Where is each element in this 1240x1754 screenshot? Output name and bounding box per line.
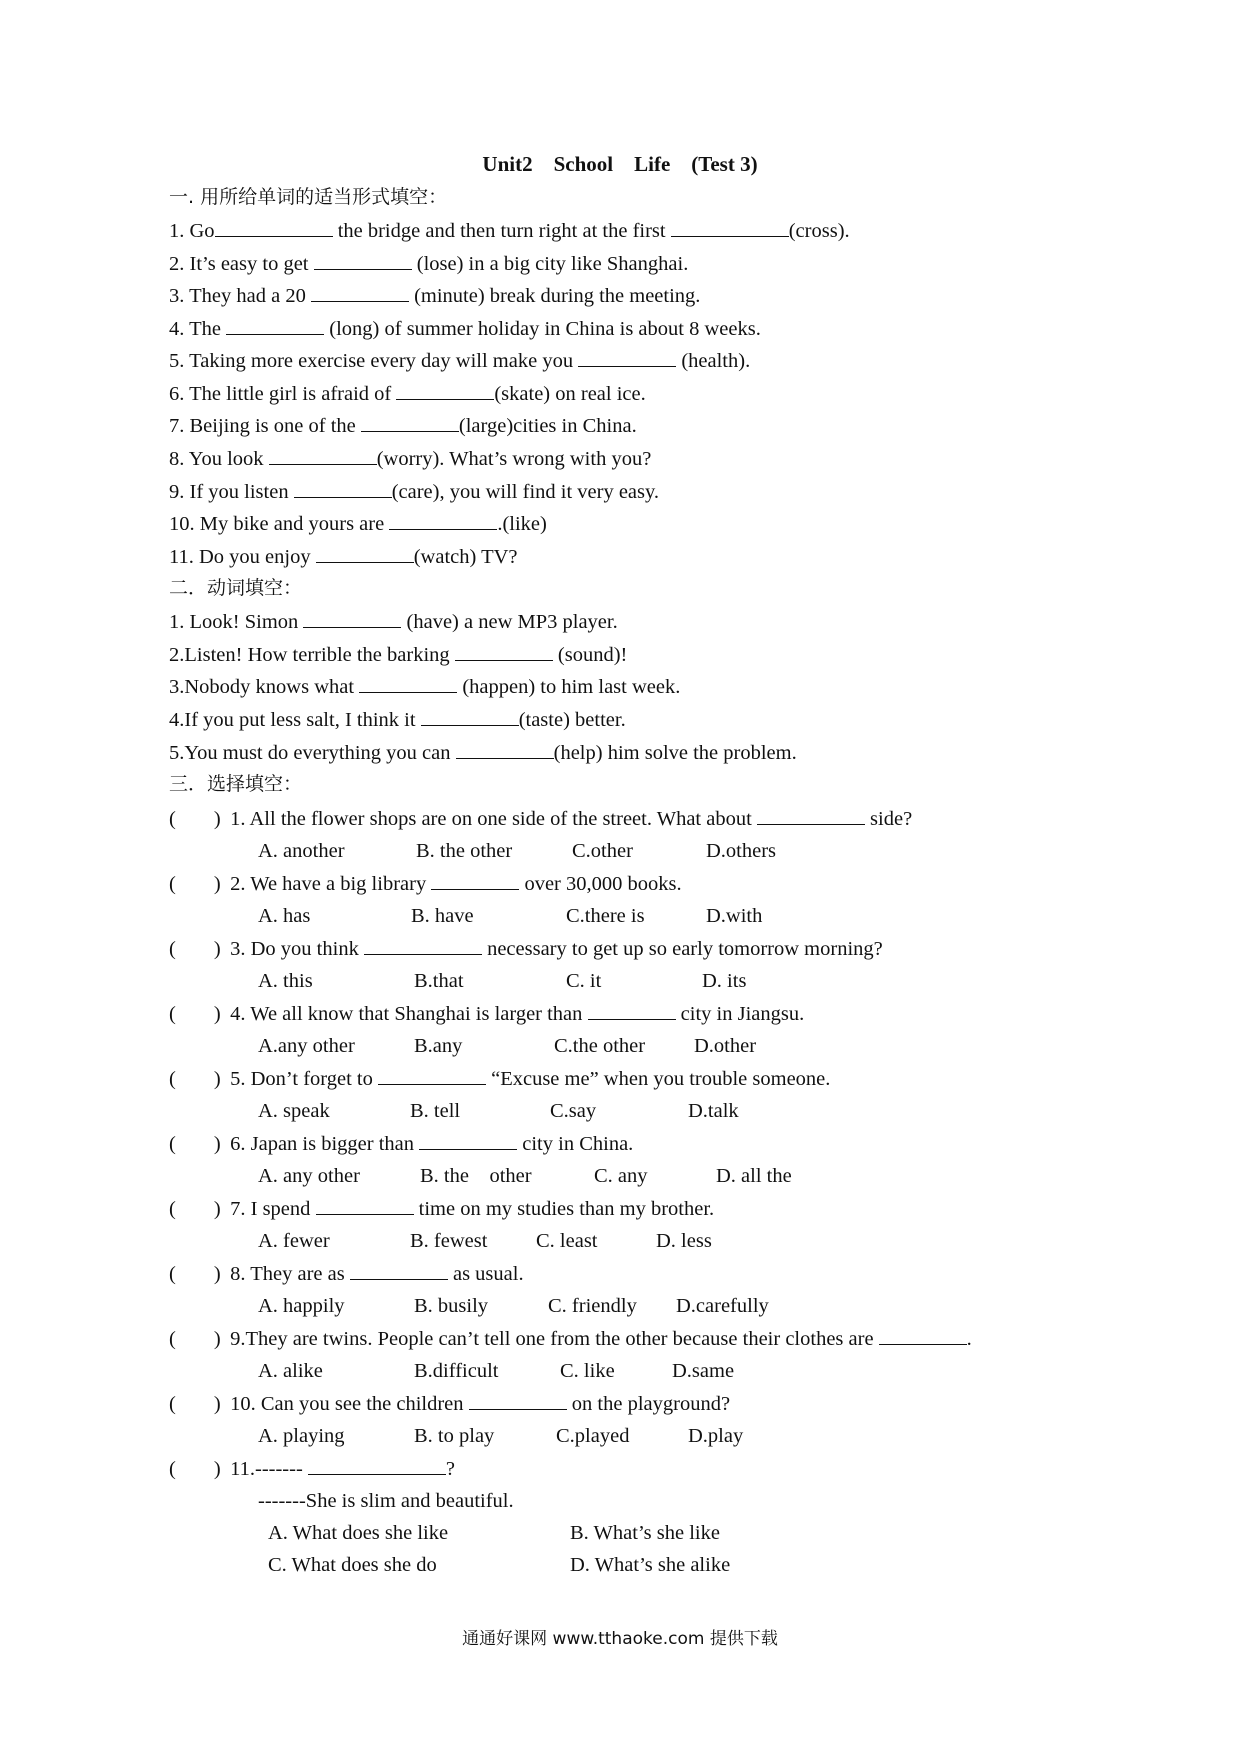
question-text-a: 11.------- [225,1458,308,1480]
answer-blank [316,1198,414,1215]
footer-credit: 通通好课网 www.tthaoke.com 提供下载 [462,1629,778,1649]
answer-blank [757,808,865,825]
option-d: D.play [688,1425,744,1447]
option-c: C.say [550,1100,597,1122]
s1-item-4 [169,318,761,340]
answer-paren[interactable] [169,1069,225,1090]
paren-open: ( [169,938,176,960]
answer-blank [350,1263,448,1280]
option-a: A.any other [258,1035,355,1057]
option-b: B. tell [410,1100,461,1122]
option-b: B. What’s she like [570,1522,720,1544]
option-d: D.same [672,1360,735,1382]
option-b: B.that [414,970,464,992]
question-text-a: 1. All the flower shops are on one side of the street. What about [225,808,757,830]
s1-item-7-text-a: 7. Beijing is one of the [169,415,361,437]
mc-question-9 [169,1328,972,1350]
option-a: A. speak [258,1100,330,1122]
answer-blank [308,1458,446,1475]
question-text-b: on the playground? [566,1393,731,1415]
answer-blank[interactable] [226,318,324,335]
s1-item-11 [169,546,518,568]
question-text-b: city in China. [517,1133,634,1155]
paren-open: ( [169,1328,176,1350]
answer-blank [378,1068,486,1085]
option-d: D. less [656,1230,712,1252]
question-text-b: side? [864,808,913,830]
s1-item-1-text-b: the bridge and then turn right at the first [332,220,671,242]
answer-paren[interactable] [169,809,225,830]
option-b: B. have [411,905,474,927]
option-d: D.talk [688,1100,739,1122]
s1-item-3-text-b: (minute) break during the meeting. [408,285,701,307]
option-a: A. What does she like [268,1522,449,1544]
s1-item-11-text-a: 11. Do you enjoy [169,546,316,568]
s2-item-3-text-b: (happen) to him last week. [457,676,681,698]
s1-item-7-text-b: (large)cities in China. [458,415,637,437]
answer-blank [879,1328,967,1345]
paren-close: ) [213,1393,221,1415]
answer-paren[interactable] [169,1264,225,1285]
s2-item-5-text-a: 5.You must do everything you can [169,742,456,764]
answer-blank[interactable] [455,644,553,661]
answer-blank[interactable] [389,513,497,530]
s2-item-2-text-b: (sound)! [552,644,628,666]
mc-question-4 [169,1003,804,1025]
paren-open: ( [169,1393,176,1415]
answer-blank[interactable] [456,742,554,759]
s1-item-1-text-a: 1. Go [169,220,215,242]
paren-open: ( [169,1003,176,1025]
paren-close: ) [213,873,221,895]
option-b: B.any [414,1035,463,1057]
option-c: C.played [556,1425,630,1447]
option-c: C.the other [554,1035,646,1057]
option-d: D. its [702,970,747,992]
s1-item-11-text-b: (watch) TV? [413,546,518,568]
option-a: A. this [258,970,313,992]
question-text-a: 9.They are twins. People can’t tell one from the other because their clothes are [225,1328,879,1350]
paren-close: ) [213,1133,221,1155]
option-d: D.with [706,905,763,927]
mc-question-5 [169,1068,830,1090]
paren-open: ( [169,1458,176,1480]
section3-heading: 三．选择填空： [169,773,303,795]
s2-item-1-text-a: 1. Look! Simon [169,611,304,633]
answer-paren[interactable] [169,1134,225,1155]
answer-blank[interactable] [578,350,676,367]
s2-item-4-text-b: (taste) better. [518,709,626,731]
option-b: B. the other [420,1165,532,1187]
answer-blank[interactable] [269,448,377,465]
option-a: A. happily [258,1295,345,1317]
s1-item-8 [169,448,651,470]
option-a: A. alike [258,1360,323,1382]
question-text-b: necessary to get up so early tomorrow morning? [481,938,883,960]
option-a: A. playing [258,1425,345,1447]
option-d: D. all the [716,1165,792,1187]
question-text-b: time on my studies than my brother. [413,1198,715,1220]
question-text-a: 4. We all know that Shanghai is larger than [225,1003,588,1025]
option-b: B. fewest [410,1230,488,1252]
section2-heading: 二．动词填空： [169,577,303,599]
s1-item-5-text-a: 5. Taking more exercise every day will make you [169,350,579,372]
question-text-a: 10. Can you see the children [225,1393,469,1415]
s2-item-4 [169,709,626,731]
question-text-b: ? [445,1458,456,1480]
s1-item-5-text-b: (health). [676,350,751,372]
option-b: B. the other [416,840,513,862]
answer-blank[interactable] [316,546,414,563]
question-text-a: 3. Do you think [225,938,364,960]
mc-question-11 [169,1458,455,1480]
s1-item-10 [169,513,547,535]
s1-item-2-text-b: (lose) in a big city like Shanghai. [411,253,689,275]
question-text-b: as usual. [447,1263,524,1285]
answer-paren[interactable] [169,1329,225,1350]
option-d: D.others [706,840,777,862]
paren-close: ) [213,1068,221,1090]
s1-item-6-text-b: (skate) on real ice. [494,383,646,405]
question-text-b: city in Jiangsu. [675,1003,805,1025]
option-b: B.difficult [414,1360,499,1382]
s2-item-2-text-a: 2.Listen! How terrible the barking [169,644,455,666]
s2-item-1-text-b: (have) a new MP3 player. [401,611,618,633]
answer-blank[interactable] [303,611,401,628]
answer-blank [364,938,482,955]
s1-item-2 [169,253,688,275]
answer-blank[interactable] [421,709,519,726]
s1-item-7 [169,415,637,437]
s1-item-10-text-a: 10. My bike and yours are [169,513,390,535]
paren-open: ( [169,1068,176,1090]
paren-open: ( [169,873,176,895]
answer-blank [469,1393,567,1410]
answer-blank[interactable] [314,253,412,270]
s2-item-2 [169,644,627,666]
answer-blank[interactable] [359,676,457,693]
mc-question-7 [169,1198,714,1220]
s1-item-5 [169,350,750,372]
s1-item-9-text-b: (care), you will find it very easy. [391,481,660,503]
s1-item-4-text-a: 4. The [169,318,227,340]
answer-paren[interactable] [169,939,225,960]
s2-item-3 [169,676,680,698]
paren-open: ( [169,1133,176,1155]
paren-close: ) [213,808,221,830]
mc-question-3 [169,938,883,960]
option-a: A. has [258,905,311,927]
option-c: C. friendly [548,1295,637,1317]
s2-item-5-text-b: (help) him solve the problem. [553,742,797,764]
answer-blank[interactable] [215,220,333,237]
question-text-b: . [966,1328,972,1350]
s1-item-9 [169,481,659,503]
paren-open: ( [169,1263,176,1285]
option-b: B. busily [414,1295,489,1317]
answer-blank[interactable] [396,383,494,400]
question-text-a: 2. We have a big library [225,873,432,895]
option-d: D.other [694,1035,757,1057]
paren-close: ) [213,1263,221,1285]
s2-item-1 [169,611,618,633]
s2-item-3-text-a: 3.Nobody knows what [169,676,360,698]
paren-open: ( [169,808,176,830]
s2-item-5 [169,742,797,764]
s1-item-3-text-a: 3. They had a 20 [169,285,311,307]
answer-blank[interactable] [671,220,789,237]
s1-item-9-text-a: 9. If you listen [169,481,294,503]
option-c: C. like [560,1360,615,1382]
mc-question-1 [169,808,912,830]
s1-item-8-text-b: (worry). What’s wrong with you? [376,448,652,470]
question-text-a: 7. I spend [225,1198,316,1220]
answer-blank[interactable] [294,481,392,498]
answer-blank [419,1133,517,1150]
answer-line: -------She is slim and beautiful. [258,1490,514,1512]
section1-heading: 一. 用所给单词的适当形式填空： [169,186,448,208]
answer-paren[interactable] [169,1004,225,1025]
paren-close: ) [213,1328,221,1350]
option-c: C.other [572,840,633,862]
s2-item-4-text-a: 4.If you put less salt, I think it [169,709,421,731]
option-d: D.carefully [676,1295,769,1317]
s1-item-6-text-a: 6. The little girl is afraid of [169,383,397,405]
s1-item-3 [169,285,700,307]
answer-blank [588,1003,676,1020]
option-c: C. What does she do [268,1554,437,1576]
answer-blank [431,873,519,890]
option-a: A. any other [258,1165,360,1187]
paren-open: ( [169,1198,176,1220]
question-text-a: 6. Japan is bigger than [225,1133,420,1155]
option-a: A. another [258,840,345,862]
answer-paren[interactable] [169,1459,225,1480]
answer-paren[interactable] [169,1394,225,1415]
paren-close: ) [213,938,221,960]
option-c: C. any [594,1165,648,1187]
paren-close: ) [213,1458,221,1480]
s1-item-1 [169,220,850,242]
mc-question-6 [169,1133,633,1155]
s1-item-6 [169,383,646,405]
mc-question-2 [169,873,682,895]
answer-blank[interactable] [361,415,459,432]
question-text-b: over 30,000 books. [519,873,682,895]
mc-question-10 [169,1393,730,1415]
s1-item-1-text-c: (cross). [788,220,850,242]
option-b: B. to play [414,1425,495,1447]
question-text-a: 5. Don’t forget to [225,1068,378,1090]
paren-close: ) [213,1198,221,1220]
answer-paren[interactable] [169,1199,225,1220]
option-c: C.there is [566,905,645,927]
answer-paren[interactable] [169,874,225,895]
mc-question-8 [169,1263,524,1285]
option-c: C. least [536,1230,598,1252]
option-a: A. fewer [258,1230,330,1252]
s1-item-2-text-a: 2. It’s easy to get [169,253,314,275]
question-text-a: 8. They are as [225,1263,350,1285]
s1-item-10-text-b: .(like) [497,513,547,535]
paren-close: ) [213,1003,221,1025]
page-title: Unit2 School Life (Test 3) [482,152,758,176]
s1-item-8-text-a: 8. You look [169,448,269,470]
question-text-b: “Excuse me” when you trouble someone. [485,1068,831,1090]
option-d: D. What’s she alike [570,1554,731,1576]
s1-item-4-text-b: (long) of summer holiday in China is about 8 weeks. [324,318,761,340]
answer-blank[interactable] [311,285,409,302]
option-c: C. it [566,970,602,992]
